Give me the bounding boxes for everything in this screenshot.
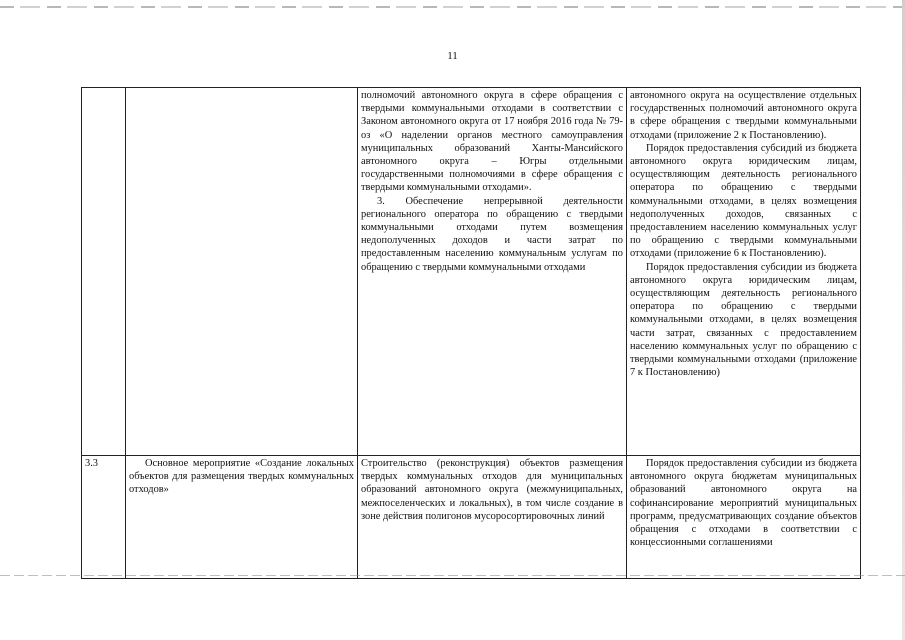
paragraph: Основное мероприятие «Создание локальных объектов для размещения твердых коммунальных отходов»	[129, 458, 354, 496]
cell-measure-content	[358, 88, 627, 456]
page-number: 11	[447, 50, 458, 62]
scan-edge-bottom	[0, 575, 905, 576]
paragraph: Порядок предоставления субсидии из бюджета автономного округа бюджетам муниципальных образований автономного округа на софинансирование мероприятий муниципальных программ, предусматривающих создание объектов обращения с отходами в соответствии с концессионными соглашениями	[630, 458, 857, 549]
paragraph: Порядок предоставления субсидии из бюджета автономного округа юридическим лицам, осуществляющим деятельность регионального оператора по обращению с твердыми коммунальными отходами, в целях возмещения части затрат, связанных с предоставлением населению коммунальных услуг по обращению с твердыми коммунальными отходами (приложение 7 к Постановлению)	[630, 261, 857, 379]
cell-measure-name	[126, 88, 358, 456]
table-row	[82, 456, 861, 579]
paragraph: Строительство (реконструкция) объектов размещения твердых коммунальных отходов для муниципальных образований автономного округа (межмуниципальных, межпоселенческих и локальных), в том числе создание в зоне действия полигонов мусоросортировочных линий	[361, 458, 623, 522]
paragraph: 3. Обеспечение непрерывной деятельности регионального оператора по обращению с твердыми коммунальными отходами путем возмещения недополученных доходов и части затрат по предоставленным населению коммунальным услугам по обращению с твердыми коммунальными отходами	[361, 195, 623, 273]
cell-measure-name	[126, 456, 358, 579]
cell-number: 3.3	[82, 456, 126, 579]
paragraph: полномочий автономного округа в сфере обращения с твердыми коммунальными отходами в соответствии с Законом автономного округа от 17 ноября 2016 года № 79-оз «О наделении органов местного самоуправления муниципальных образований Ханты-Мансийского автономного округа – Югры отдельными государственными полномочиями в сфере обращения с твердыми коммунальными отходами».	[361, 90, 623, 194]
cell-legal-basis	[627, 456, 861, 579]
cell-legal-basis	[627, 88, 861, 456]
cell-number	[82, 88, 126, 456]
table-row	[82, 88, 861, 456]
cell-measure-content	[358, 456, 627, 579]
paragraph: автономного округа на осуществление отдельных государственных полномочий автономного округа в сфере обращения с твердыми коммунальными отходами (приложение 2 к Постановлению).	[630, 90, 857, 141]
scan-edge-top	[0, 6, 905, 8]
paragraph: Порядок предоставления субсидий из бюджета автономного округа юридическим лицам, осуществляющим деятельность регионального оператора по обращению с твердыми коммунальными отходами, в целях возмещения недополученных доходов, связанных с предоставлением населению коммунальных услуг по обращению с твердыми коммунальными отходами (приложение 6 к Постановлению).	[630, 142, 857, 260]
measures-table	[81, 87, 861, 579]
